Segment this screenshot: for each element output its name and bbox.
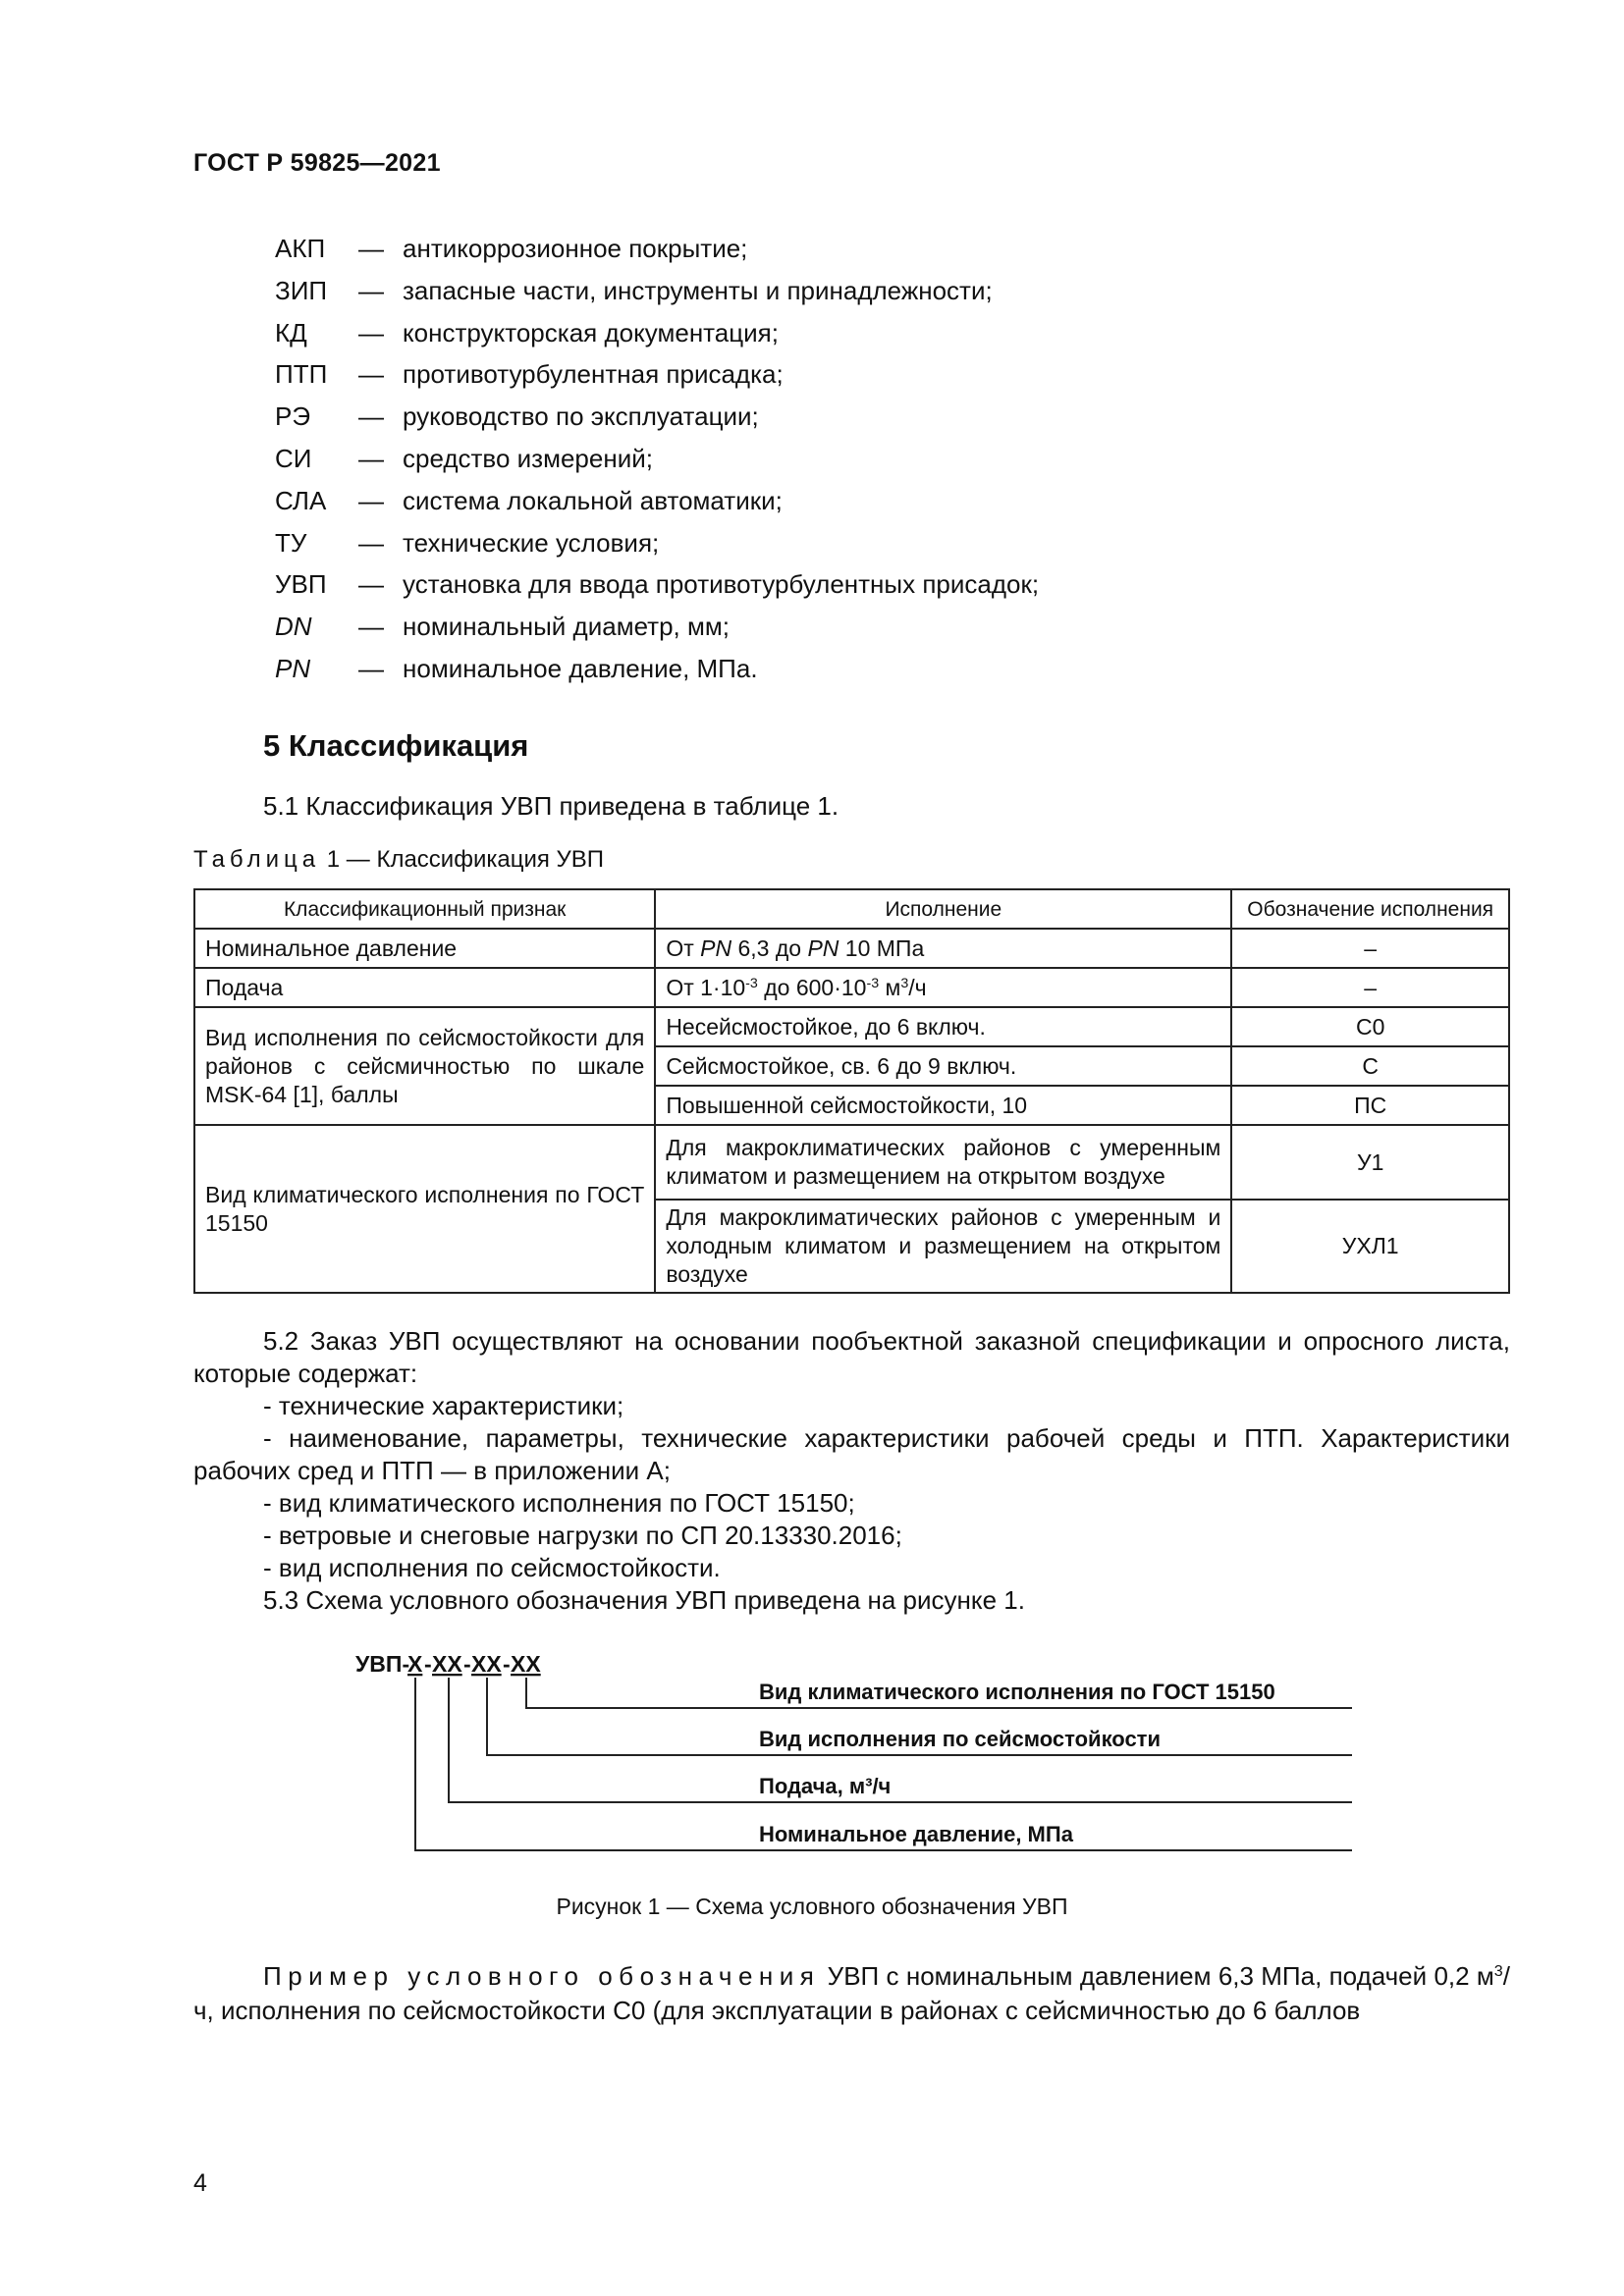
- designation-cell: УХЛ1: [1231, 1200, 1509, 1293]
- abbreviation-dash: —: [358, 401, 384, 432]
- example-lead: Пример условного обозначения: [263, 1961, 821, 1991]
- execution-cell: От PN 6,3 до PN 10 МПа: [655, 929, 1231, 968]
- list-item: - наименование, параметры, технические характеристики рабочей среды и ПТП. Характеристики рабочих сред и ПТП — в приложении А;: [193, 1423, 1510, 1485]
- paragraph-5-2: [193, 1325, 1510, 1617]
- table-row: [194, 1125, 1509, 1200]
- abbreviation-row: [275, 234, 1257, 276]
- abbreviation-definition: установка для ввода противотурбулентных присадок;: [403, 569, 1040, 600]
- list-item: - вид климатического исполнения по ГОСТ 15150;: [263, 1488, 855, 1518]
- abbreviation: УВП: [275, 569, 327, 600]
- abbreviation: ПТП: [275, 359, 328, 390]
- document-header: ГОСТ Р 59825—2021: [193, 149, 441, 177]
- abbreviation-dash: —: [358, 612, 384, 642]
- abbreviation-dash: —: [358, 275, 384, 305]
- abbreviation: РЭ: [275, 401, 311, 432]
- abbreviation: КД: [275, 317, 307, 347]
- designation-scheme-figure: [355, 1644, 1367, 1885]
- feature-cell: Номинальное давление: [194, 929, 655, 968]
- table-caption-word: Таблица: [193, 846, 321, 873]
- abbreviation-dash: —: [358, 653, 384, 683]
- example-paragraph: Пример условного обозначения УВП с номинальным давлением 6,3 МПа, подачей 0,2 $м^3/ч$, исполнения по сейсмостойкости С0 (для эксплуатации в районах с сейсмичностью до 6 баллов: [193, 1961, 1510, 2025]
- feature-cell: Вид климатического исполнения по ГОСТ 15150: [194, 1125, 655, 1293]
- scheme-code-flow: ХХ: [432, 1651, 462, 1677]
- table-row: [194, 968, 1509, 1007]
- list-item: - ветровые и снеговые нагрузки по СП 20.13330.2016;: [263, 1521, 902, 1550]
- feature-cell: Подача: [194, 968, 655, 1007]
- abbreviation-dash: —: [358, 527, 384, 558]
- abbreviation-definition: антикоррозионное покрытие;: [403, 234, 748, 263]
- table-caption: [193, 846, 604, 874]
- column-header: Исполнение: [655, 889, 1231, 929]
- abbreviation-dash: —: [358, 485, 384, 515]
- abbreviation-dash: —: [358, 443, 384, 473]
- abbreviation: СИ: [275, 443, 312, 473]
- scheme-code-pressure: Х: [407, 1651, 423, 1677]
- execution-cell: Повышенной сейсмостойкости, 10: [655, 1086, 1231, 1125]
- designation-cell: ПС: [1231, 1086, 1509, 1125]
- abbreviation-row: [275, 528, 1257, 570]
- abbreviation-definition: конструкторская документация;: [403, 317, 779, 347]
- execution-cell: Сейсмостойкое, св. 6 до 9 включ.: [655, 1046, 1231, 1086]
- abbreviation-row: [275, 359, 1257, 401]
- abbreviation: СЛА: [275, 485, 327, 515]
- scheme-code-climate: ХХ: [511, 1651, 541, 1677]
- designation-cell: У1: [1231, 1125, 1509, 1200]
- scheme-label-climate: Вид климатического исполнения по ГОСТ 15150: [759, 1680, 1275, 1704]
- designation-cell: –: [1231, 968, 1509, 1007]
- abbreviation-definition: руководство по эксплуатации;: [403, 401, 759, 432]
- abbreviation-definition: система локальной автоматики;: [403, 485, 783, 515]
- abbreviation: ТУ: [275, 527, 307, 558]
- abbreviation: АКП: [275, 234, 326, 263]
- designation-cell: –: [1231, 929, 1509, 968]
- abbreviation-definition: средство измерений;: [403, 443, 653, 473]
- scheme-separator: -: [463, 1651, 471, 1677]
- table-row: [194, 1007, 1509, 1046]
- scheme-label-seismic: Вид исполнения по сейсмостойкости: [759, 1727, 1161, 1751]
- list-item: - технические характеристики;: [263, 1391, 624, 1420]
- abbreviation-dash: —: [358, 234, 384, 263]
- abbreviation: ЗИП: [275, 275, 328, 305]
- abbreviation-definition: технические условия;: [403, 527, 660, 558]
- abbreviation-definition: номинальное давление, МПа.: [403, 653, 758, 683]
- scheme-label-flow: Подача, м³/ч: [759, 1774, 892, 1798]
- abbreviation-row: [275, 612, 1257, 654]
- execution-cell: Несейсмостойкое, до 6 включ.: [655, 1007, 1231, 1046]
- table-header-row: [194, 889, 1509, 929]
- table-caption-title: 1 — Классификация УВП: [320, 846, 605, 873]
- abbreviation-row: [275, 486, 1257, 528]
- scheme-separator: -: [424, 1651, 432, 1677]
- scheme-prefix: УВП-: [355, 1651, 410, 1677]
- abbreviation-dash: —: [358, 317, 384, 347]
- abbreviation-row: [275, 318, 1257, 360]
- abbreviation: PN: [275, 653, 311, 683]
- abbreviation-dash: —: [358, 359, 384, 390]
- abbreviation-row: [275, 569, 1257, 612]
- abbreviation-row: [275, 654, 1257, 696]
- execution-cell: Для макроклиматических районов с умеренным климатом и размещением на открытом воздухе: [655, 1125, 1231, 1200]
- scheme-separator: -: [503, 1651, 511, 1677]
- designation-cell: С0: [1231, 1007, 1509, 1046]
- designation-cell: С: [1231, 1046, 1509, 1086]
- abbreviation-row: [275, 401, 1257, 444]
- scheme-code-seismic: ХХ: [471, 1651, 502, 1677]
- abbreviations-list: [275, 234, 1257, 696]
- abbreviation: DN: [275, 612, 312, 642]
- list-item: - вид исполнения по сейсмостойкости.: [263, 1553, 721, 1582]
- page-number: 4: [193, 2169, 207, 2197]
- section-title: 5 Классификация: [263, 728, 529, 763]
- scheme-label-pressure: Номинальное давление, МПа: [759, 1822, 1073, 1846]
- abbreviation-row: [275, 276, 1257, 318]
- execution-cell: Для макроклиматических районов с умеренным и холодным климатом и размещением на открытом воздухе: [655, 1200, 1231, 1293]
- column-header: Обозначение исполнения: [1231, 889, 1509, 929]
- paragraph-5-2-intro: 5.2 Заказ УВП осуществляют на основании пообъектной заказной спецификации и опросного листа, которые содержат:: [193, 1326, 1510, 1388]
- feature-cell: Вид исполнения по сейсмостойкости для районов с сейсмичностью по шкале MSK-64 [1], баллы: [194, 1007, 655, 1125]
- figure-caption: Рисунок 1 — Схема условного обозначения УВП: [556, 1894, 1068, 1919]
- abbreviation-dash: —: [358, 569, 384, 600]
- abbreviation-definition: запасные части, инструменты и принадлежности;: [403, 275, 993, 305]
- execution-cell: От $1\cdot 10^{-3}$ до $600\cdot 10^{-3}$ $м^3/ч$: [655, 968, 1231, 1007]
- paragraph-5-3: 5.3 Схема условного обозначения УВП приведена на рисунке 1.: [263, 1585, 1025, 1615]
- paragraph-5-1: 5.1 Классификация УВП приведена в таблице 1.: [263, 791, 839, 821]
- column-header: Классификационный признак: [194, 889, 655, 929]
- abbreviation-row: [275, 444, 1257, 486]
- abbreviation-definition: противотурбулентная присадка;: [403, 359, 784, 390]
- table-row: [194, 929, 1509, 968]
- abbreviation-definition: номинальный диаметр, мм;: [403, 612, 730, 642]
- classification-table: [193, 888, 1510, 1294]
